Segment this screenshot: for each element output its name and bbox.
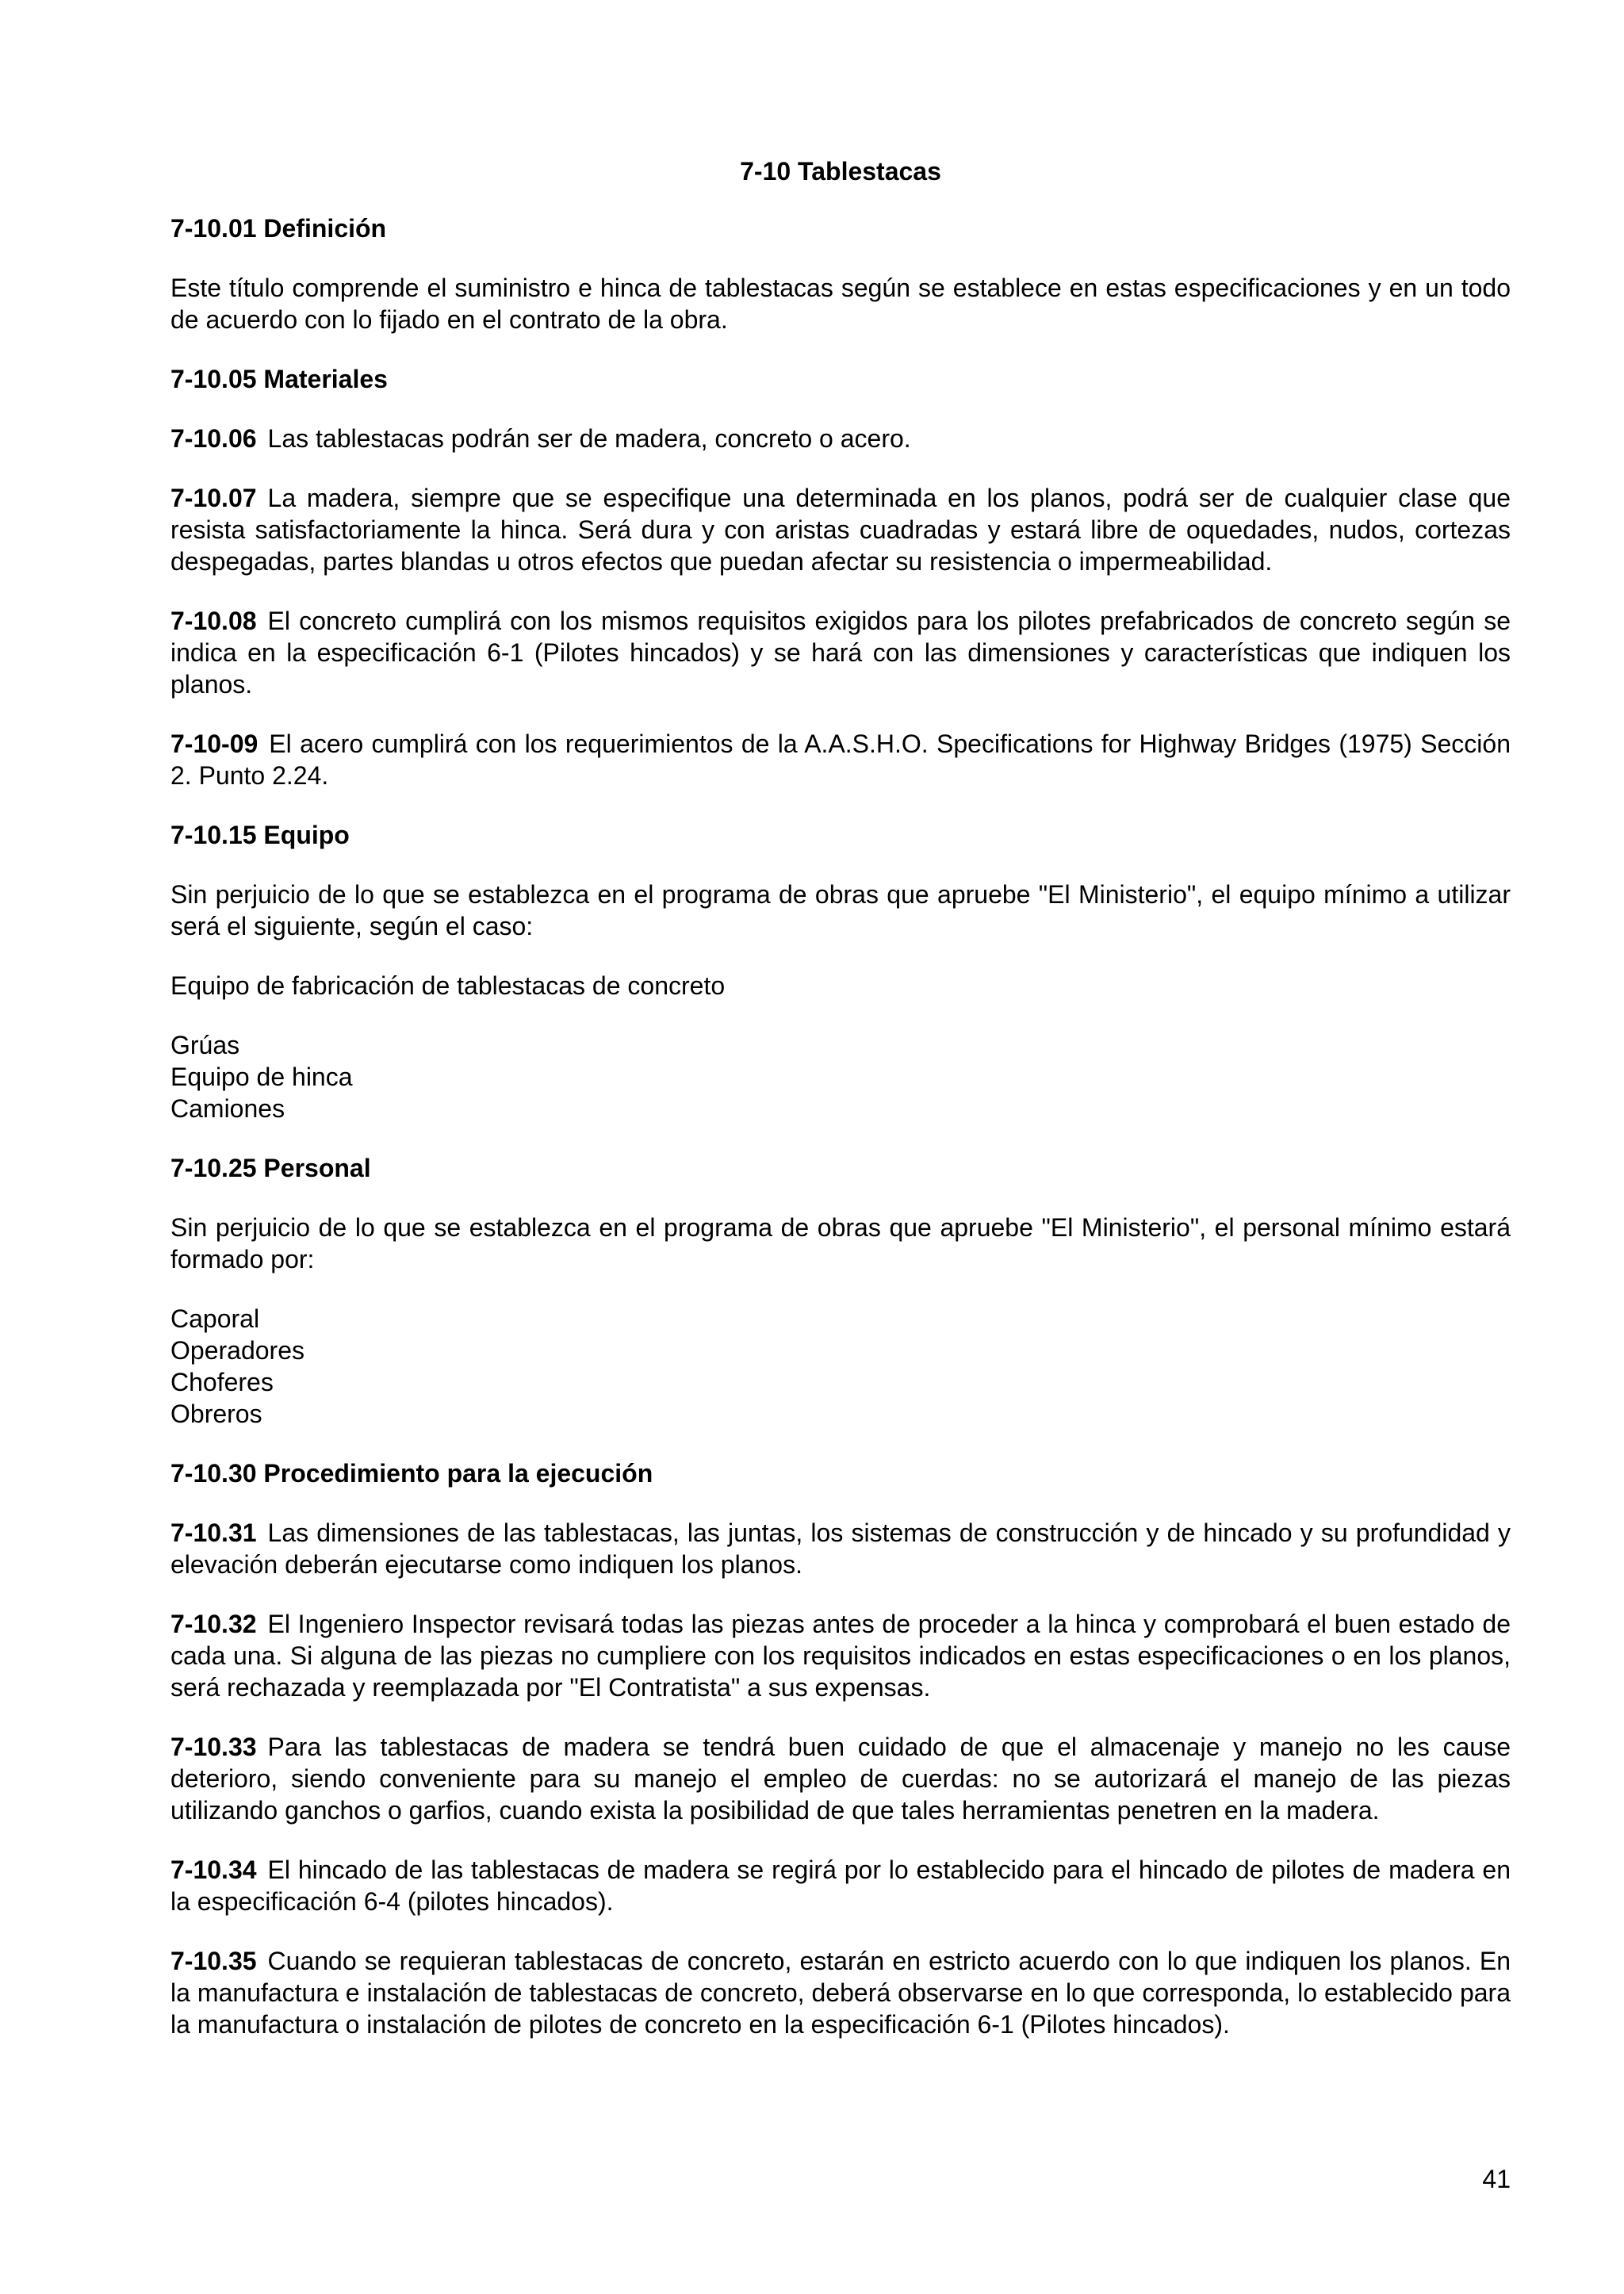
clause-number: 7-10.31 [170, 1518, 257, 1547]
clause-text: El hincado de las tablestacas de madera se regirá por lo establecido para el hincado de pilotes de madera en la especificación 6-4 (pilotes hincados). [170, 1855, 1511, 1916]
section-heading: 7-10.30 Procedimiento para la ejecución [170, 1459, 653, 1488]
clause-number: 7-10.08 [170, 607, 257, 635]
numbered-paragraph [170, 1517, 1511, 1580]
clause-text: Las tablestacas podrán ser de madera, concreto o acero. [267, 424, 911, 453]
document-content [170, 213, 1511, 2068]
numbered-paragraph [170, 1854, 1511, 1917]
clause-text: Cuando se requieran tablestacas de concreto, estarán en estricto acuerdo con lo que indiquen los planos. En la manufactura e instalación de tablestacas de concreto, deberá observarse en lo que corresponda, lo establecido para la manufactura o instalación de pilotes de concreto en la especificación 6-1 (Pilotes hincados). [170, 1947, 1511, 2039]
clause-text: El acero cumplirá con los requerimientos de la A.A.S.H.O. Specifications for Highway Bridges (1975) Sección 2. Punto 2.24. [170, 730, 1511, 790]
section-heading: 7-10.01 Definición [170, 214, 387, 243]
clause-text: La madera, siempre que se especifique una determinada en los planos, podrá ser de cualquier clase que resista satisfactoriamente la hinca. Será dura y con aristas cuadradas y estará libre de oquedades, nudos, cortezas despegadas, partes blandas u otros efectos que puedan afectar su resistencia o impermeabilidad. [170, 484, 1511, 576]
clause-number: 7-10.07 [170, 484, 257, 512]
clause-text: Las dimensiones de las tablestacas, las juntas, los sistemas de construcción y de hincado y su profundidad y elevación deberán ejecutarse como indiquen los planos. [170, 1518, 1511, 1579]
numbered-paragraph [170, 605, 1511, 700]
section-heading: 7-10.05 Materiales [170, 365, 388, 393]
numbered-paragraph [170, 423, 1511, 454]
list-item: Camiones [170, 1094, 285, 1123]
item-list [170, 1029, 1511, 1124]
clause-text: Para las tablestacas de madera se tendrá buen cuidado de que el almacenaje y manejo no les cause deterioro, siendo conveniente para su manejo el empleo de cuerdas: no se autorizará el manejo de las piezas utilizando ganchos o garfios, cuando exista la posibilidad de que tales herramientas penetren en la madera. [170, 1733, 1511, 1825]
page-body [170, 0, 1511, 2294]
numbered-paragraph [170, 482, 1511, 577]
numbered-paragraph [170, 1731, 1511, 1826]
numbered-paragraph [170, 1945, 1511, 2040]
item-list [170, 1303, 1511, 1430]
section-heading: 7-10.25 Personal [170, 1154, 371, 1182]
clause-number: 7-10.34 [170, 1855, 257, 1884]
clause-text: El concreto cumplirá con los mismos requisitos exigidos para los pilotes prefabricados de concreto según se indica en la especificación 6-1 (Pilotes hincados) y se hará con las dimensiones y características que indiquen los planos. [170, 607, 1511, 699]
list-item: Equipo de hinca [170, 1063, 353, 1091]
list-item: Choferes [170, 1368, 274, 1396]
section-heading: 7-10.15 Equipo [170, 821, 350, 849]
clause-number: 7-10.35 [170, 1947, 257, 1975]
clause-text: El Ingeniero Inspector revisará todas las piezas antes de proceder a la hinca y comprobará el buen estado de cada una. Si alguna de las piezas no cumpliere con los requisitos indicados en estas especificaciones o en los planos, será rechazada y reemplazada por "El Contratista" a sus expensas. [170, 1610, 1511, 1702]
paragraph: Equipo de fabricación de tablestacas de concreto [170, 971, 726, 1000]
clause-number: 7-10.32 [170, 1610, 257, 1638]
list-item: Grúas [170, 1031, 240, 1059]
page-number: 41 [1482, 2165, 1511, 2193]
list-item: Operadores [170, 1336, 304, 1365]
paragraph: Este título comprende el suministro e hinca de tablestacas según se establece en estas especificaciones y en un todo de acuerdo con lo fijado en el contrato de la obra. [170, 274, 1511, 334]
list-item: Obreros [170, 1400, 262, 1428]
paragraph: Sin perjuicio de lo que se establezca en el programa de obras que apruebe "El Ministerio", el personal mínimo estará formado por: [170, 1213, 1511, 1273]
page-title: 7-10 Tablestacas [740, 157, 941, 186]
clause-number: 7-10.33 [170, 1733, 257, 1761]
paragraph: Sin perjuicio de lo que se establezca en el programa de obras que apruebe "El Ministerio", el equipo mínimo a utilizar será el siguiente, según el caso: [170, 880, 1511, 940]
clause-number: 7-10-09 [170, 730, 259, 758]
clause-number: 7-10.06 [170, 424, 257, 453]
numbered-paragraph [170, 1608, 1511, 1703]
numbered-paragraph [170, 728, 1511, 791]
list-item: Caporal [170, 1304, 260, 1333]
